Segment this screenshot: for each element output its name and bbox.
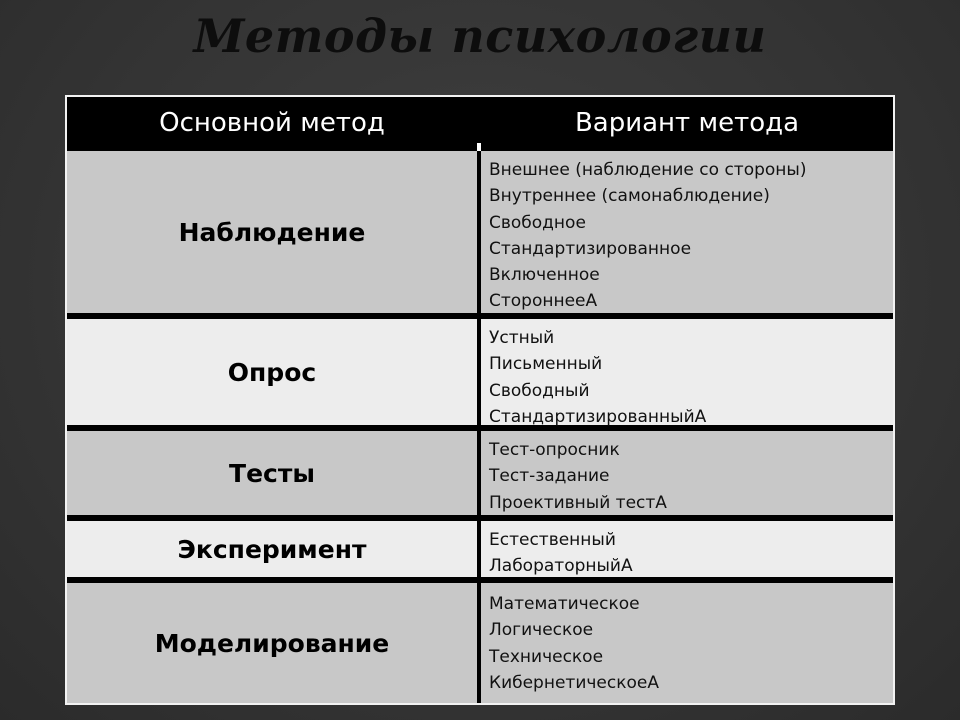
variant-item: Проективный тестА <box>489 492 667 513</box>
variant-item: Устный <box>489 328 555 348</box>
variant-item: Тест-задание <box>489 466 610 487</box>
method-cell-tests <box>67 431 477 515</box>
variant-item: Естественный <box>489 530 616 550</box>
header-main-method: Основной метод <box>159 108 385 138</box>
method-label: Опрос <box>227 357 317 387</box>
table-header <box>67 97 893 147</box>
method-label: Моделирование <box>154 628 390 658</box>
method-cell-survey <box>67 319 477 425</box>
variants-cell-modeling <box>481 583 893 703</box>
methods-table <box>65 95 895 705</box>
variant-item: Внешнее (наблюдение со стороны) <box>489 160 807 180</box>
variant-item: ЛабораторныйА <box>489 556 633 577</box>
header-separator <box>477 143 481 151</box>
variants-cell-experiment <box>481 521 893 577</box>
variant-item: Логическое <box>489 620 594 641</box>
variants-cell-observation <box>481 151 893 313</box>
variant-item: СтороннееА <box>489 291 598 312</box>
variant-item: Свободный <box>489 380 590 401</box>
variant-item: Свободное <box>489 212 586 233</box>
slide-title: Методы психологии <box>193 9 767 63</box>
variant-item: Письменный <box>489 354 603 375</box>
variant-item: Включенное <box>489 265 600 286</box>
variant-item: Тест-опросник <box>489 440 620 460</box>
variant-item: Математическое <box>489 594 640 614</box>
variant-item: Внутреннее (самонаблюдение) <box>489 186 770 207</box>
method-label: Эксперимент <box>177 534 367 564</box>
variants-cell-survey <box>481 319 893 425</box>
variant-item: Стандартизированное <box>489 238 692 259</box>
method-label: Наблюдение <box>178 217 366 247</box>
variant-item: КибернетическоеА <box>489 672 659 693</box>
method-label: Тесты <box>229 458 315 488</box>
header-method-variant: Вариант метода <box>574 108 800 138</box>
variant-item: СтандартизированныйА <box>489 406 707 427</box>
method-cell-observation <box>67 151 477 313</box>
method-cell-experiment <box>67 521 477 577</box>
method-cell-modeling <box>67 583 477 703</box>
variant-item: Техническое <box>489 646 604 667</box>
variants-cell-tests <box>481 431 893 515</box>
